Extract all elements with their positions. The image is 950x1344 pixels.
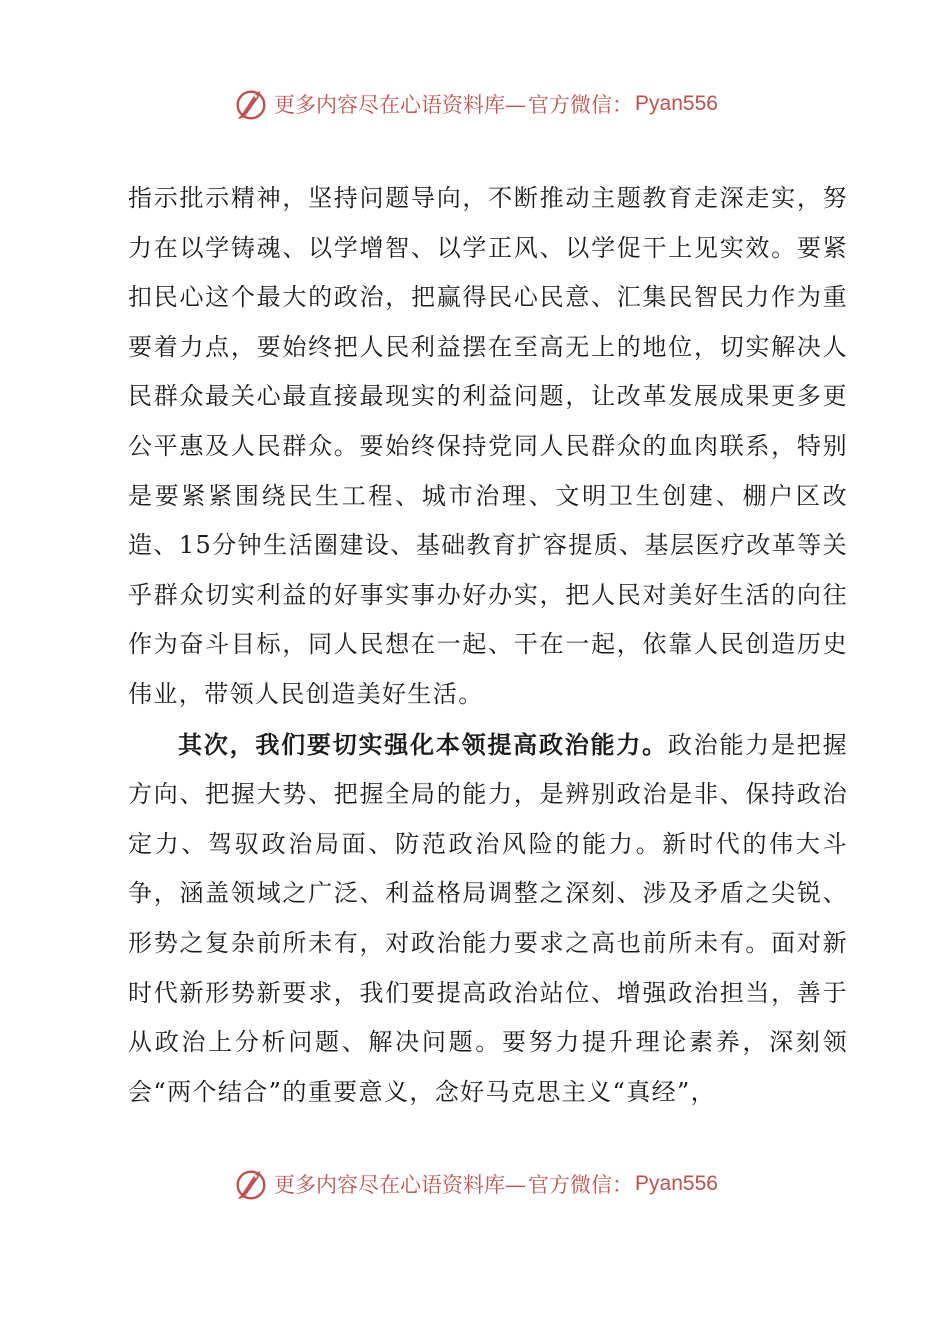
banner-main-text: 更多内容尽在心语资料库— [274,93,527,117]
paragraph-2-text: 政治能力是把握方向、把握大势、把握全局的能力，是辨别政治是非、保持政治定力、驾驭政治局面、防范政治风险的能力。新时代的伟大斗争，涵盖领域之广泛、利益格局调整之深刻、涉及矛盾之尖锐、形势之复杂前所未有，对政治能力要求之高也前所未有。面对新时代新形势新要求，我们要提高政治站位、增强政治担当，善于从政治上分析问题、解决问题。要努力提升理论素养，深刻领会“两个结合”的重要意义，念好马克思主义“真经”， [128,730,848,1106]
banner-wechat-id: Pyan556 [635,92,718,115]
paragraph-2 [128,720,848,1118]
paragraph-2-heading: 其次，我们要切实强化本领提高政治能力。 [178,729,668,759]
banner-wechat-label: 官方微信： [528,93,634,117]
paragraph-1: 指示批示精神，坚持问题导向，不断推动主题教育走深走实，努力在以学铸魂、以学增智、以学正风、以学促干上见实效。要紧扣民心这个最大的政治，把赢得民心民意、汇集民智民力作为重要着力点，要始终把人民利益摆在至高无上的地位，切实解决人民群众最关心最直接最现实的利益问题，让改革发展成果更多更公平惠及人民群众。要始终保持党同人民群众的血肉联系，特别是要紧紧围绕民生工程、城市治理、文明卫生创建、棚户区改造、15分钟生活圈建设、基础教育扩容提质、基层医疗改革等关乎群众切实利益的好事实事办好办实，把人民对美好生活的向往作为奋斗目标，同人民想在一起、干在一起，依靠人民创造历史伟业，带领人民创造美好生活。 [128,184,848,708]
footer-banner [0,1164,950,1204]
pen-nib-logo-icon [232,85,270,123]
banner-wechat-id: Pyan556 [635,1172,718,1195]
header-banner [0,84,950,124]
banner-main-text: 更多内容尽在心语资料库— [274,1173,527,1197]
pen-nib-logo-icon [232,1165,270,1203]
document-body [128,174,848,1117]
banner-wechat-label: 官方微信： [528,1173,634,1197]
